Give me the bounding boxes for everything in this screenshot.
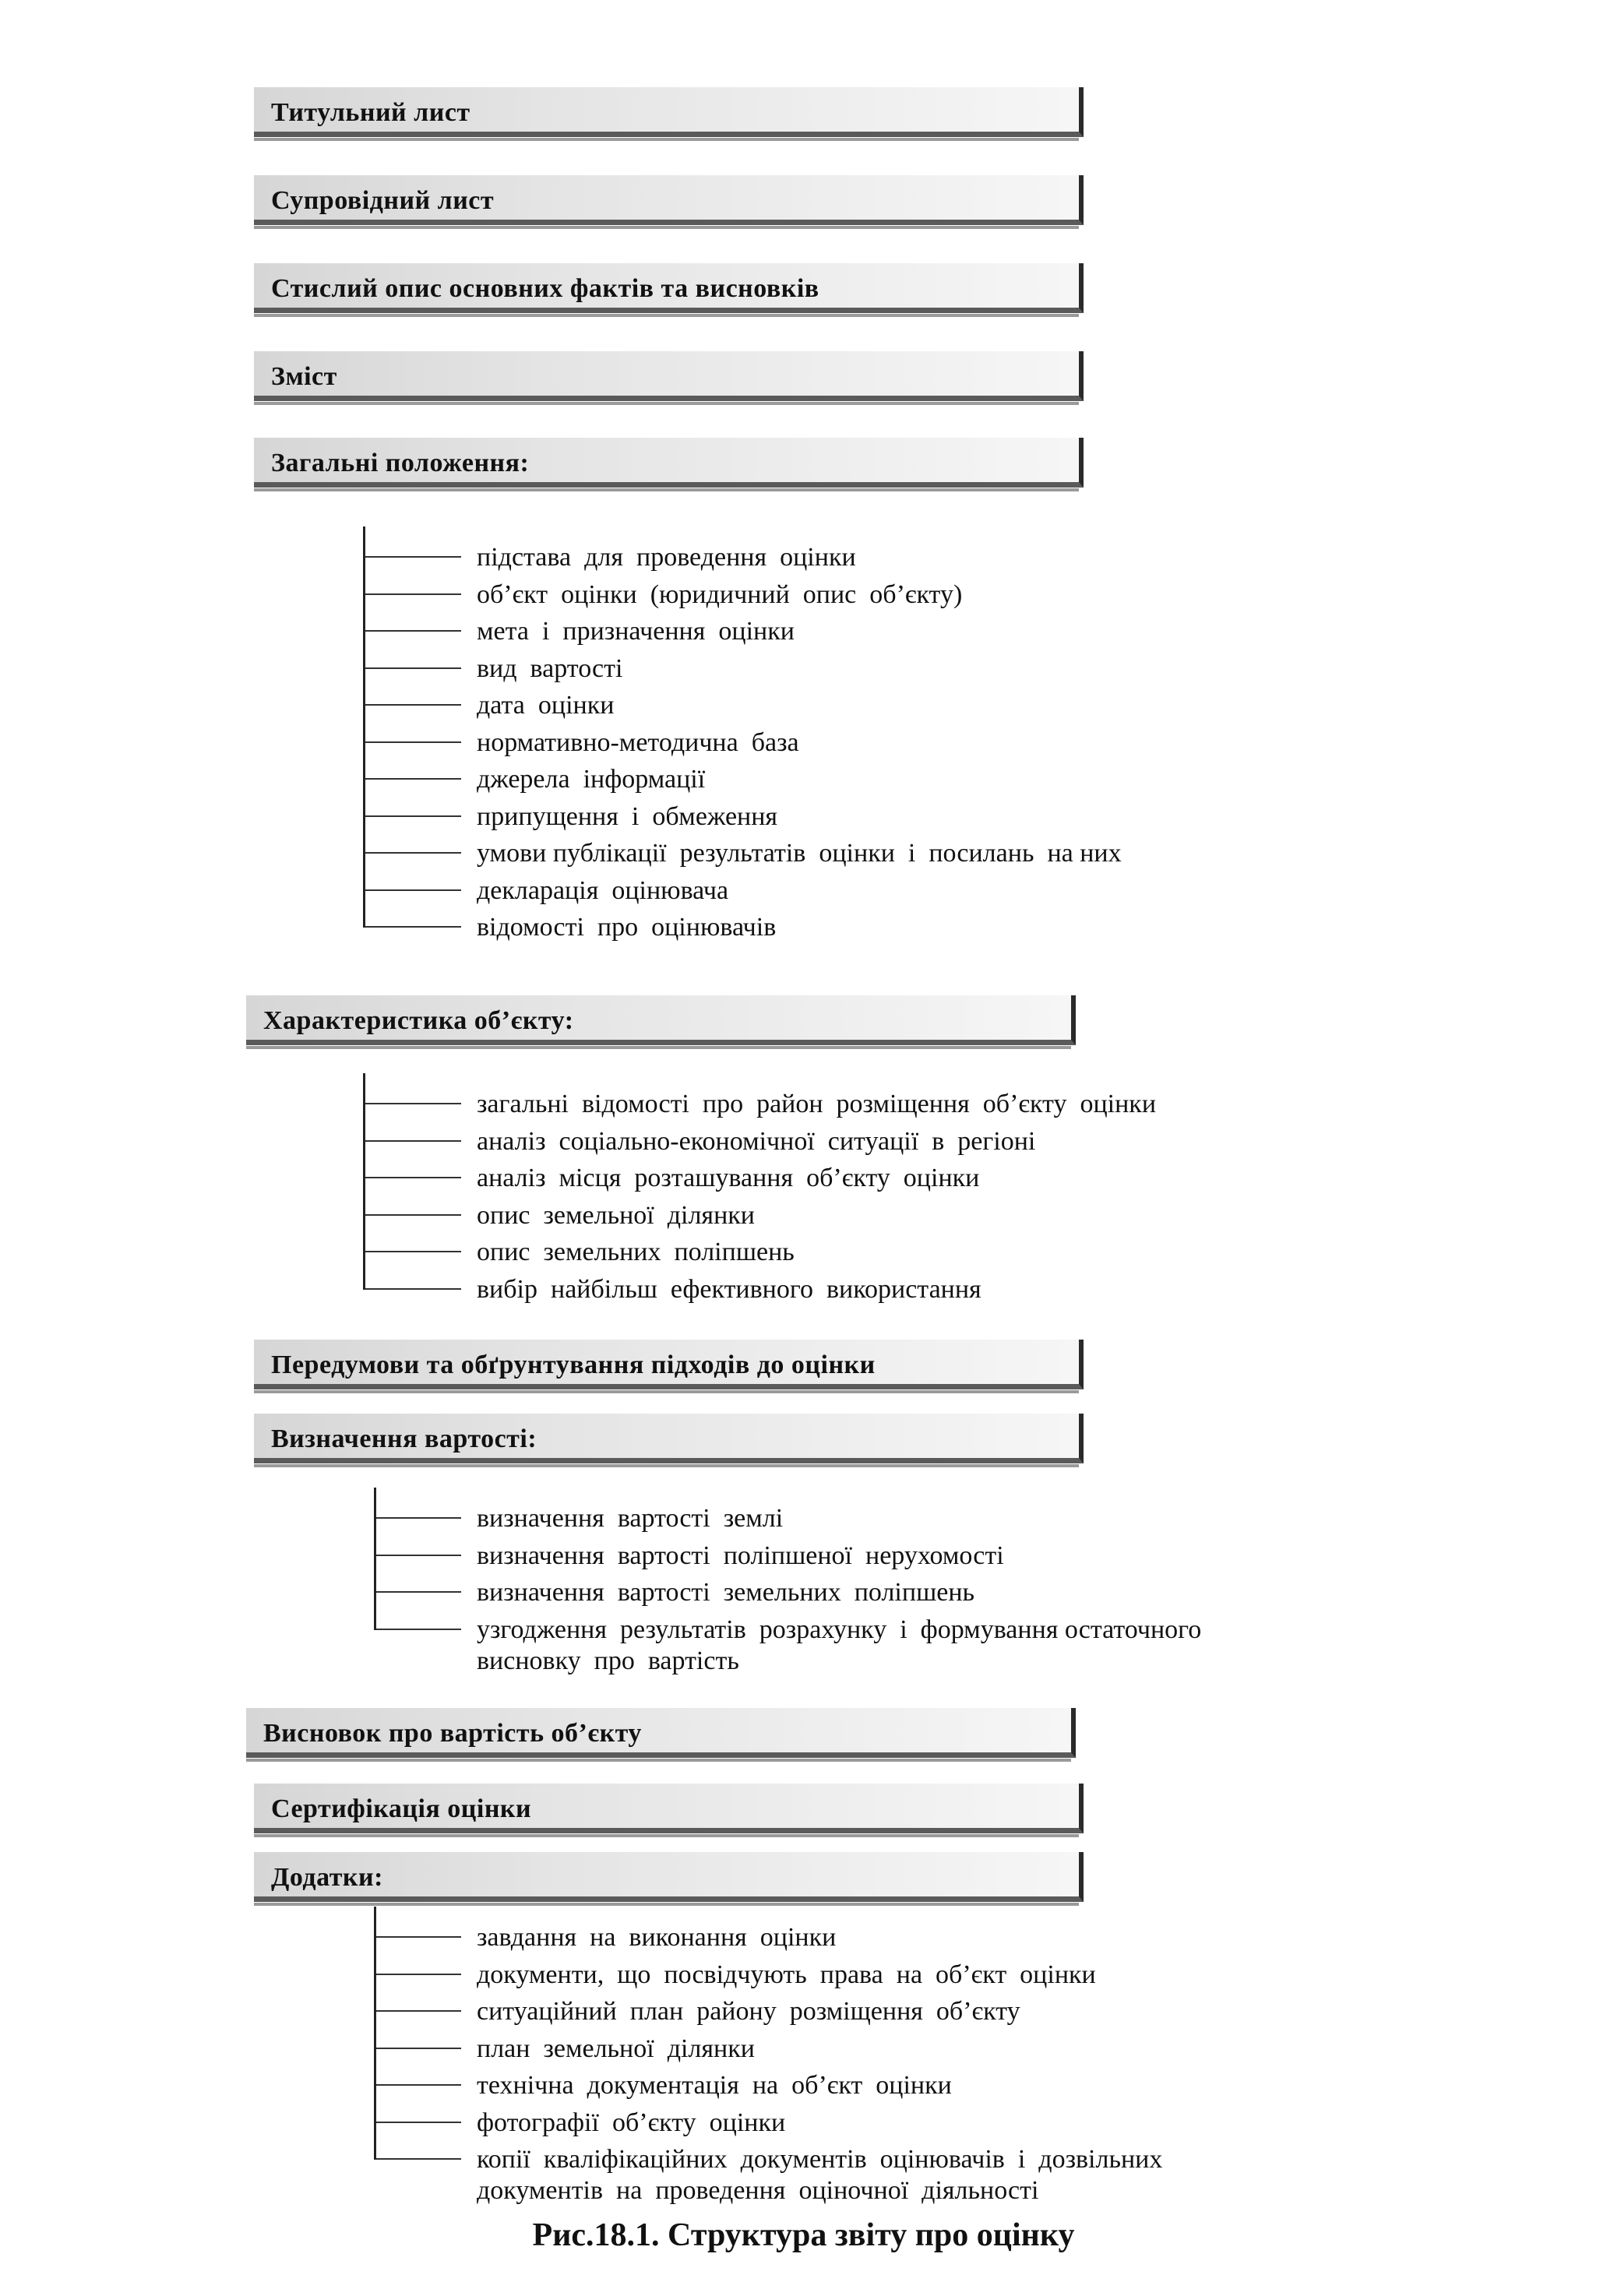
section-title: Загальні положення: [271,449,530,477]
section-box [254,87,1084,137]
connector-line [363,889,461,891]
connector-line [363,556,461,558]
connector-line [374,2010,461,2012]
section-box [254,1340,1084,1389]
list-item: загальні відомості про район розміщення об’єкту оцінки [477,1090,1157,1118]
connector-line [363,926,461,928]
list-item: декларація оцінювача [477,875,729,905]
section-title: Додатки: [271,1863,383,1892]
list-spine [374,1488,376,1630]
connector-line [363,1140,461,1142]
connector-line [374,1936,461,1938]
connector-line [363,741,461,743]
list-item: план земельної ділянки [477,2034,755,2063]
list-spine [374,1907,376,2160]
connector-line [363,778,461,780]
section-title: Визначення вартості: [271,1424,537,1453]
connector-line [363,852,461,854]
section-title: Сертифікація оцінки [271,1794,532,1823]
section-title: Супровідний лист [271,186,495,215]
list-item: об’єкт оцінки (юридичний опис об’єкту) [477,579,963,609]
list-item: відомості про оцінювачів [477,913,777,942]
connector-line [363,1288,461,1290]
connector-line [363,1177,461,1178]
section-box [246,995,1076,1045]
section-box [254,351,1084,401]
connector-line [374,2084,461,2086]
connector-line [374,2122,461,2123]
list-item: припущення і обмеження [477,801,778,831]
list-spine [363,526,365,928]
list-item: вид вартості [477,653,623,683]
connector-line [363,1214,461,1216]
section-title: Зміст [271,362,337,391]
list-item: опис земельної ділянки [477,1200,755,1230]
section-box [254,438,1084,488]
list-item: умови публікації результатів оцінки і посилань на них [477,839,1122,868]
section-title: Передумови та обґрунтування підходів до оцінки [271,1350,876,1379]
list-item: дата оцінки [477,691,615,720]
connector-line [374,1591,461,1593]
list-item: визначення вартості поліпшеної нерухомості [477,1541,1004,1570]
section-title: Титульний лист [271,98,470,127]
connector-line [363,667,461,669]
connector-line [363,593,461,595]
section-box [254,175,1084,225]
list-item: визначення вартості землі [477,1504,784,1533]
connector-line [374,1974,461,1975]
connector-line [374,1517,461,1519]
section-box [254,1852,1084,1902]
section-box [246,1708,1076,1758]
connector-line [374,2048,461,2049]
connector-line [374,1555,461,1556]
list-item: вибір найбільш ефективного використання [477,1274,981,1304]
section-title: Стислий опис основних фактів та висновків [271,274,819,303]
list-item: опис земельних поліпшень [477,1238,795,1266]
list-spine [363,1073,365,1290]
list-item: мета і призначення оцінки [477,617,795,646]
list-item: підстава для проведення оцінки [477,543,856,572]
list-item: нормативно-методична база [477,727,799,757]
list-item: ситуаційний план району розміщення об’єкту [477,1997,1020,2026]
connector-line [374,1629,461,1630]
section-title: Висновок про вартість об’єкту [263,1719,642,1748]
connector-line [363,1103,461,1104]
list-item: документи, що посвідчують права на об’єкт оцінки [477,1960,1096,1989]
connector-line [363,704,461,706]
section-title: Характеристика об’єкту: [263,1006,574,1035]
list-item: фотографії об’єкту оцінки [477,2108,786,2137]
section-box [254,1414,1084,1463]
list-item: завдання на виконання оцінки [477,1923,837,1952]
list-item: аналіз місця розташування об’єкту оцінки [477,1164,980,1192]
connector-line [363,815,461,817]
connector-line [363,1251,461,1252]
section-box [254,1784,1084,1833]
list-item: визначення вартості земельних поліпшень [477,1578,975,1607]
list-item: копії кваліфікаційних документів оцінювачів і дозвільних документів на проведення оціночної діяльності [477,2145,1163,2205]
connector-line [374,2158,461,2160]
list-item: джерела інформації [477,765,706,794]
list-item: технічна документація на об’єкт оцінки [477,2071,952,2100]
section-box [254,263,1084,313]
figure-caption: Рис.18.1. Структура звіту про оцінку [532,2217,1075,2253]
connector-line [363,630,461,632]
list-item: аналіз соціально-економічної ситуації в регіоні [477,1126,1036,1156]
list-item: узгодження результатів розрахунку і формування остаточного висновку про вартість [477,1615,1202,1675]
